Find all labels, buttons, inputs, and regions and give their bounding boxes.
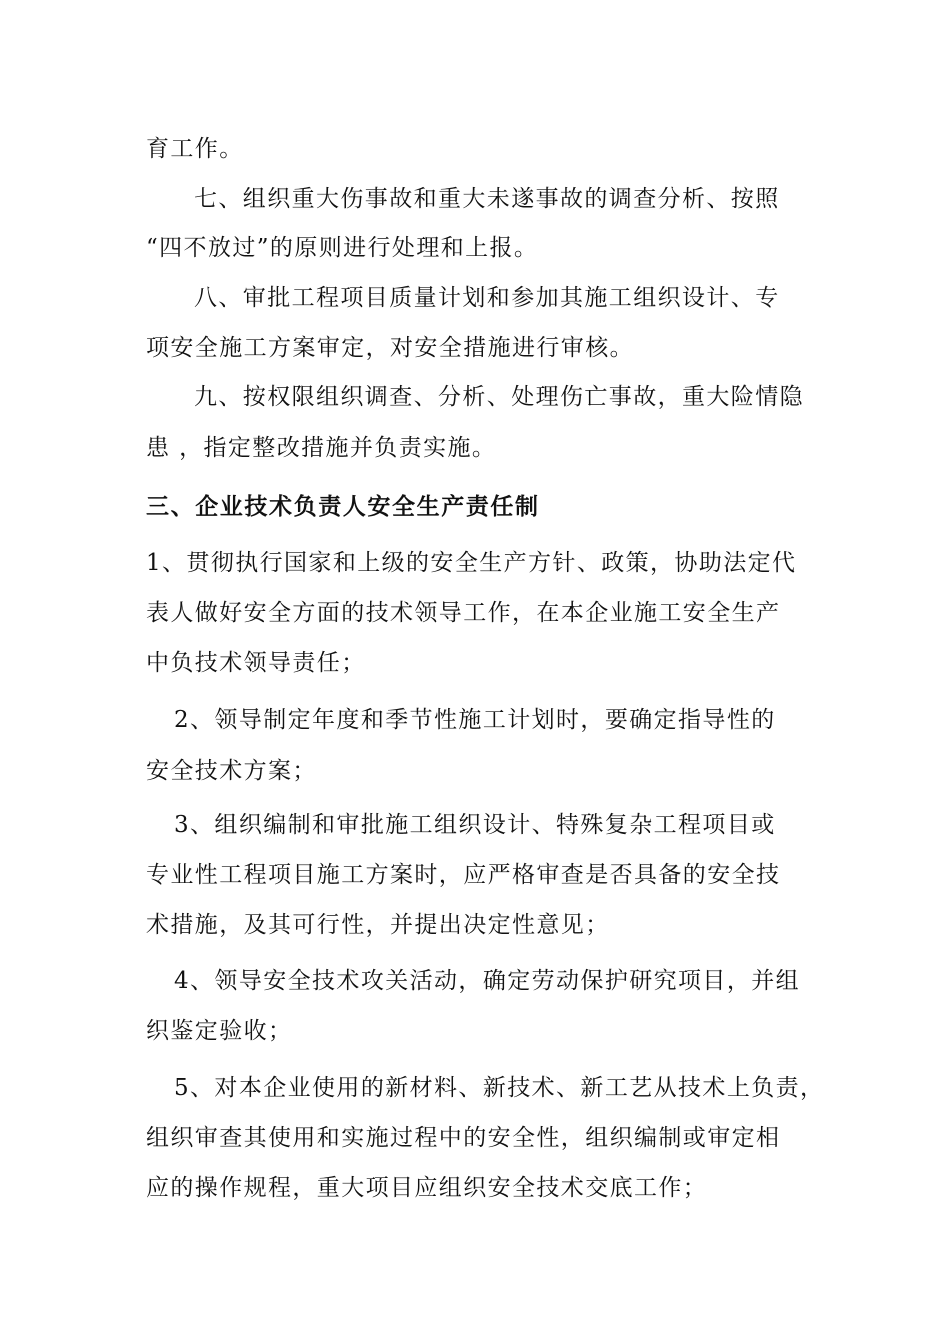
section-heading: 三、企业技术负责人安全生产责任制: [146, 494, 540, 520]
text-line: 中负技术领导责任；: [146, 650, 366, 676]
paragraph-item-9: 九、按权限组织调查、分析、处理伤亡事故，重大险情隐: [194, 384, 804, 410]
text-line: 专业性工程项目施工方案时，应严格审查是否具备的安全技: [146, 862, 781, 888]
list-item-2: 2、领导制定年度和季节性施工计划时，要确定指导性的: [174, 707, 776, 733]
text-line: 育工作。: [146, 136, 244, 162]
text-line: 项安全施工方案审定，对安全措施进行审核。: [146, 335, 634, 361]
list-item-4: 4、领导安全技术攻关活动，确定劳动保护研究项目，并组: [174, 968, 801, 994]
text-line: 安全技术方案；: [146, 758, 317, 784]
text-line: 织鉴定验收；: [146, 1018, 293, 1044]
text-line: “四不放过”的原则进行处理和上报。: [146, 235, 539, 261]
list-item-3: 3、组织编制和审批施工组织设计、特殊复杂工程项目或: [174, 812, 776, 838]
text-line: 应的操作规程，重大项目应组织安全技术交底工作；: [146, 1175, 708, 1201]
text-line: 患 ，指定整改措施并负责实施。: [146, 435, 497, 461]
text-line: 术措施，及其可行性，并提出决定性意见；: [146, 912, 610, 938]
list-item-1: 1、贯彻执行国家和上级的安全生产方针、政策，协助法定代: [146, 550, 797, 576]
paragraph-item-7: 七、组织重大伤事故和重大未遂事故的调查分析、按照: [194, 186, 780, 212]
text-line: 表人做好安全方面的技术领导工作，在本企业施工安全生产: [146, 600, 781, 626]
paragraph-item-8: 八、审批工程项目质量计划和参加其施工组织设计、专: [194, 285, 780, 311]
text-line: 组织审查其使用和实施过程中的安全性，组织编制或审定相: [146, 1125, 781, 1151]
list-item-5: 5、对本企业使用的新材料、新技术、新工艺从技术上负责，: [174, 1075, 825, 1101]
